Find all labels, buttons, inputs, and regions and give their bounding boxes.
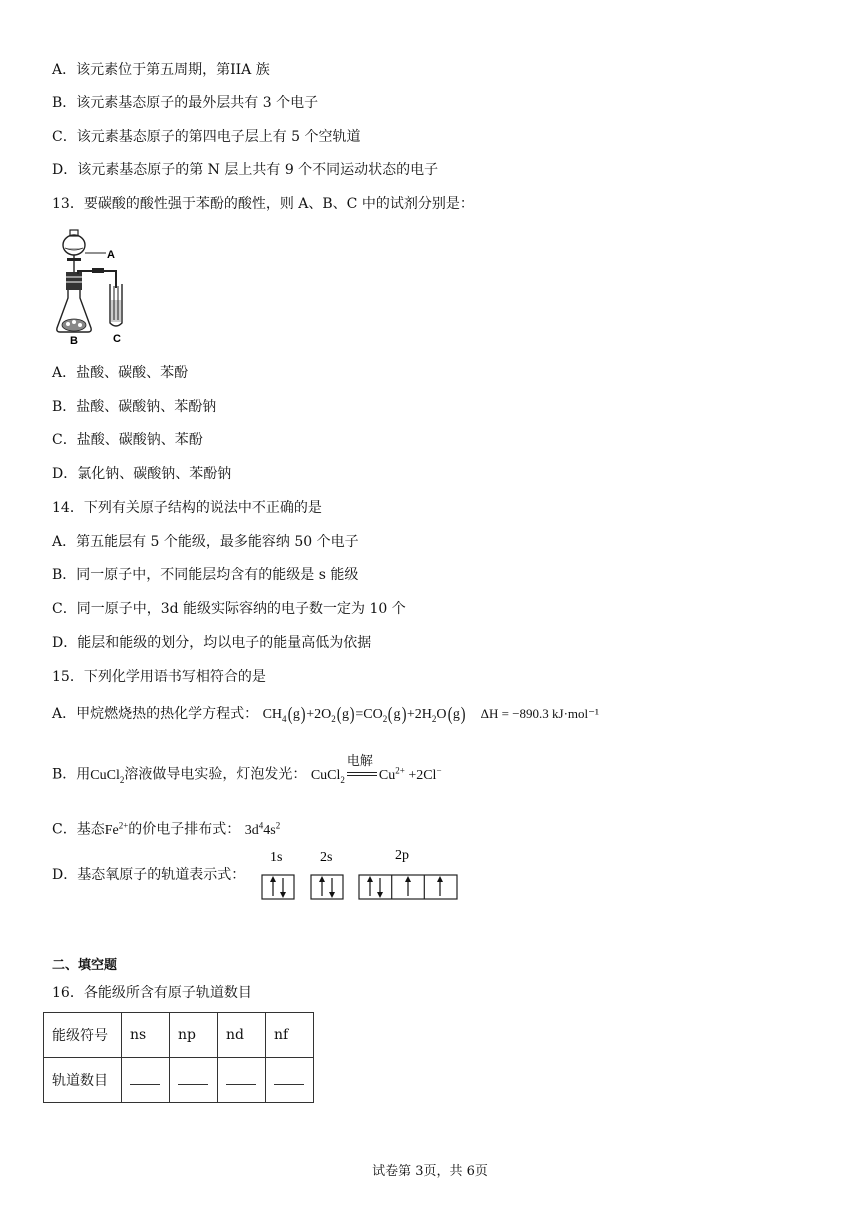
q13-option-d: D．氯化钠、碳酸钠、苯酚钠	[52, 466, 232, 482]
orbital-count-table	[43, 1012, 314, 1103]
figure-label-b: B	[70, 335, 78, 346]
q14-option-c: C．同一原子中，3d 能级实际容纳的电子数一定为 10 个	[52, 601, 406, 617]
q15-stem: 15．下列化学用语书写相符合的是	[52, 669, 266, 685]
q16-stem: 16．各能级所含有原子轨道数目	[52, 985, 252, 1001]
q15-option-c	[52, 815, 280, 841]
orbital-label-1s: 1s	[270, 850, 283, 865]
table-cell: ns	[122, 1013, 170, 1058]
table-cell: nd	[218, 1013, 266, 1058]
q12-option-a: A．该元素位于第五周期，第IIA 族	[52, 62, 270, 78]
electron-configuration: $3d^44s^2$	[244, 820, 281, 838]
table-row	[44, 1013, 314, 1058]
q15-option-b	[52, 752, 442, 789]
section-title: 二、填空题	[52, 958, 118, 973]
q15-option-b-prefix: B．用	[52, 766, 91, 783]
q15-option-a-prefix: A．甲烷燃烧热的热化学方程式：	[52, 706, 259, 722]
q12-option-b: B．该元素基态原子的最外层共有 3 个电子	[52, 95, 319, 111]
q14-option-d: D．能层和能级的划分，均以电子的能量高低为依据	[52, 635, 372, 651]
figure-label-c: C	[113, 333, 121, 345]
table-cell: nf	[266, 1013, 314, 1058]
q15-option-d	[52, 865, 245, 885]
answer-blank[interactable]	[122, 1058, 170, 1103]
q13-stem: 13．要碳酸的酸性强于苯酚的酸性，则 A、B、C 中的试剂分别是：	[52, 196, 474, 212]
q14-option-b: B．同一原子中，不同能层均含有的能级是 s 能级	[52, 567, 359, 583]
orbital-label-2s: 2s	[320, 850, 333, 865]
q14-option-a: A．第五能层有 5 个能级，最多能容纳 50 个电子	[52, 534, 359, 550]
table-cell: np	[170, 1013, 218, 1058]
electrolysis-equation: CuCl$_2$ 电解 $Cu^{2+} +2Cl^-$	[310, 752, 442, 785]
page-footer: 试卷第 3页，共 6页	[372, 1164, 488, 1179]
q15-option-b-mid: 溶液做导电实验，灯泡发光：	[124, 766, 307, 783]
table-cell: 能级符号	[44, 1013, 122, 1058]
q12-option-d: D．该元素基态原子的第 N 层上共有 9 个不同运动状态的电子	[52, 162, 439, 178]
table-row	[44, 1058, 314, 1103]
fe2-ion: $Fe^{2+}$	[104, 820, 129, 838]
answer-blank[interactable]	[266, 1058, 314, 1103]
answer-blank[interactable]	[218, 1058, 266, 1103]
oxygen-orbital-diagram	[258, 845, 463, 905]
q15-option-d-prefix: D．基态氧原子的轨道表示式：	[52, 867, 246, 883]
q14-stem: 14．下列有关原子结构的说法中不正确的是	[52, 500, 322, 516]
q15-option-c-suffix: 的价电子排布式：	[128, 821, 241, 838]
answer-blank[interactable]	[170, 1058, 218, 1103]
methane-combustion-equation: $CH_4(g)+2O_2(g)=CO_2(g)+2H_2O(g)$	[262, 704, 466, 725]
q13-apparatus-figure	[54, 228, 144, 346]
q15-option-a	[52, 704, 599, 729]
q12-option-c: C．该元素基态原子的第四电子层上有 5 个空轨道	[52, 129, 361, 145]
q13-option-c: C．盐酸、碳酸钠、苯酚	[52, 432, 203, 448]
table-cell: 轨道数目	[44, 1058, 122, 1103]
enthalpy-value: ΔH = −890.3 kJ·mol⁻¹	[480, 706, 599, 721]
q13-option-a: A．盐酸、碳酸、苯酚	[52, 365, 189, 381]
cucl2-formula: CuCl$_2$	[90, 767, 125, 785]
electrolysis-condition: 电解	[346, 752, 373, 768]
figure-label-a: A	[107, 249, 115, 261]
q15-option-c-prefix: C．基态	[52, 821, 105, 838]
q13-option-b: B．盐酸、碳酸钠、苯酚钠	[52, 399, 217, 415]
orbital-label-2p: 2p	[395, 848, 409, 863]
